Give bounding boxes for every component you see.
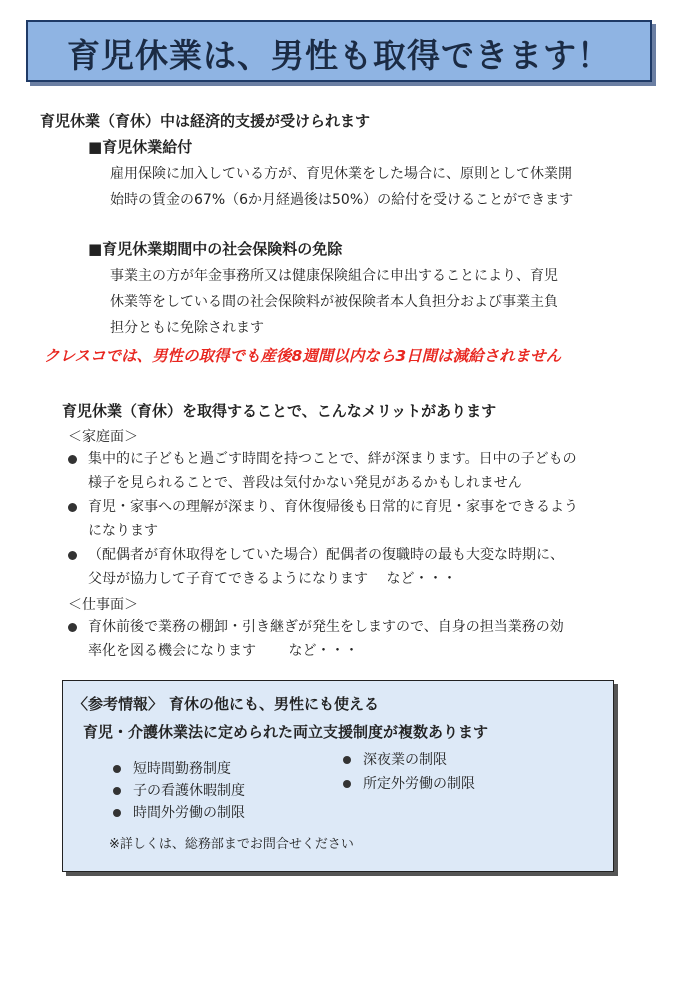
benefit-title-text: 育児休業給付	[102, 138, 193, 156]
exemption-description-line: 休業等をしている間の社会保険料が被保険者本人負担分および事業主負	[110, 294, 558, 310]
bullet-icon	[113, 765, 121, 773]
merit-bullet-line: 父母が協力して子育てできるようになります など・・・	[88, 571, 457, 587]
page-title: 育児休業は、男性も取得できます！	[67, 36, 611, 75]
system-item: 深夜業の制限	[363, 752, 447, 768]
system-item: 時間外労働の制限	[133, 805, 245, 821]
merit-bullet-line: 率化を図る機会になります など・・・	[88, 643, 359, 659]
benefit-description-line: 雇用保険に加入している方が、育児休業をした場合に、原則として休業開	[110, 166, 572, 182]
section2-heading: 育児休業（育休）を取得することで、こんなメリットがあります	[62, 402, 497, 420]
merit-bullet-line: になります	[88, 523, 158, 539]
bullet-icon	[68, 455, 77, 464]
square-bullet-icon: ■	[88, 240, 103, 258]
benefit-description-line: 始時の賃金の67%（6か月経過後は50%）の給付を受けることができます	[110, 192, 574, 208]
info-heading-1	[73, 693, 379, 714]
exemption-title-text: 育児休業期間中の社会保険料の免除	[102, 240, 343, 258]
square-bullet-icon: ■	[88, 138, 103, 156]
exemption-description-line: 担分ともに免除されます	[110, 320, 264, 336]
reference-info-box	[62, 680, 614, 872]
bullet-icon	[113, 809, 121, 817]
merit-bullet-line: 様子を見られることで、普段は気付かない発見があるかもしれません	[88, 475, 522, 491]
bullet-icon	[113, 787, 121, 795]
system-item: 子の看護休暇制度	[133, 783, 245, 799]
company-policy-notice: クレスコでは、男性の取得でも産後8週間以内なら3日間は減給されません	[44, 347, 562, 365]
merit-bullet-line: 集中的に子どもと過ごす時間を持つことで、絆が深まります。日中の子どもの	[88, 451, 577, 467]
info-heading-1-text: 育休の他にも、男性にも使える	[169, 695, 380, 713]
merit-bullet-line: 育休前後で業務の棚卸・引き継ぎが発生をしますので、自身の担当業務の効	[88, 619, 564, 635]
work-label: ＜仕事面＞	[68, 597, 138, 613]
bullet-icon	[343, 756, 351, 764]
exemption-description-line: 事業主の方が年金事務所又は健康保険組合に申出することにより、育児	[110, 268, 558, 284]
benefit-item-title	[88, 136, 192, 157]
contact-note: ※詳しくは、総務部までお問合せください	[109, 837, 354, 852]
system-item: 所定外労働の制限	[363, 776, 475, 792]
merit-bullet-line: （配偶者が育休取得をしていた場合）配偶者の復職時の最も大変な時期に、	[88, 547, 564, 563]
bullet-icon	[68, 623, 77, 632]
bullet-icon	[68, 503, 77, 512]
info-heading-2: 育児・介護休業法に定められた両立支援制度が複数あります	[83, 723, 489, 741]
family-label: ＜家庭面＞	[68, 429, 138, 445]
system-item: 短時間勤務制度	[133, 761, 231, 777]
bullet-icon	[343, 780, 351, 788]
title-banner	[26, 20, 652, 82]
section1-heading: 育児休業（育休）中は経済的支援が受けられます	[40, 112, 371, 130]
info-tag: 〈参考情報〉	[73, 695, 164, 713]
merit-bullet-line: 育児・家事への理解が深まり、育休復帰後も日常的に育児・家事をできるよう	[88, 499, 578, 515]
bullet-icon	[68, 551, 77, 560]
exemption-item-title	[88, 238, 342, 259]
